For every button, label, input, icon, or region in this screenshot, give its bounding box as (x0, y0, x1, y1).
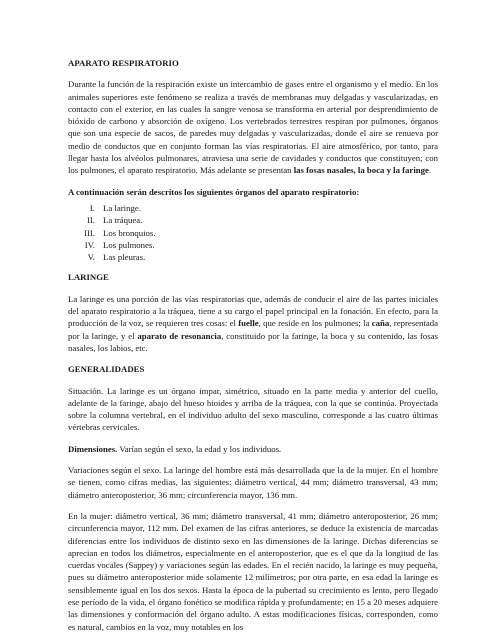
list-item-number: IV. (84, 239, 95, 250)
laringe-bold-cana: caña (371, 318, 390, 329)
generalidades-heading: GENERALIDADES (68, 364, 145, 375)
list-item (68, 227, 438, 239)
list-heading (68, 186, 438, 198)
dimensiones-label: Dimensiones. (68, 443, 118, 454)
list-item-number: V. (87, 252, 95, 263)
laringe-text-1: La laringe es una porción de las vías respiratorias que, además de conducir el aire de las partes iniciales del aparato respiratorio a la tráquea, tiene a su cargo el papel principal en la fonación. En efecto, para la producción de la voz, se requieren tres cosas: el (68, 293, 438, 329)
dimensiones-paragraph (68, 443, 438, 455)
intro-paragraph (68, 78, 438, 176)
organ-list (68, 202, 438, 263)
intro-end: . (428, 165, 432, 176)
list-item (68, 239, 438, 251)
laringe-bold-resonancia: aparato de resonancia (137, 330, 222, 341)
situacion-paragraph: Situación. La laringe es un órgano impar, simétrico, situado en la parte media y anterior del cuello, adelante de la faringe, abajo del hueso hioides y arriba de la tráquea, con la que se continúa. Proyectada sobre la columna vertebral, en el individuo adulto del sexo masculino, corresponde a las cuatro últimas vértebras cervicales. (68, 385, 438, 433)
list-item-label: Las pleuras. (103, 252, 146, 263)
list-item-label: Los bronquios. (103, 227, 156, 238)
list-item (68, 251, 438, 263)
laringe-text-2: , que reside en los pulmones; la (258, 318, 372, 329)
mujer-paragraph: En la mujer: diámetro vertical, 36 mm; diámetro transversal, 41 mm; diámetro anteroposterior, 26 mm; circunferencia mayor, 112 mm. Del examen de las cifras anteriores, se deduce la existencia de marcadas diferencias entre los individuos de distinto sexo en las dimensiones de la laringe. Dichas diferencias se aprecian en todos los diámetros, especialmente en el anteroposterior, que es el que da la longitud de las cuerdas vocales (Sappey) y variaciones según las edades. En el recién nacido, la laringe es muy pequeña, pues su diámetro anteroposterior mide solamente 12 milímetros; por otra parte, en esa edad la laringe es sensiblemente igual en los dos sexos. Hasta la época de la pubertad su crecimiento es lento, pero llegado ese período de la vida, el órgano fonético se modifica rápida y profundamente; en 15 a 20 meses adquiere las dimensiones y conformación del órgano adulto. A estas modificaciones físicas, corresponden, como es natural, cambios en la voz, muy notables en los (68, 510, 438, 632)
laringe-heading: LARINGE (68, 272, 109, 283)
list-item-number: III. (84, 227, 95, 238)
laringe-paragraph (68, 293, 438, 354)
intro-bold-text: las fosas nasales, la boca y la faringe (293, 165, 429, 176)
list-item (68, 202, 438, 214)
document-title: APARATO RESPIRATORIO (68, 58, 179, 68)
list-item-label: Los pulmones. (103, 239, 155, 250)
laringe-bold-fuelle: fuelle (238, 318, 259, 329)
laringe-text-4: , constituido por la faringe, la boca y su contenido, las fosas nasales, los labios, etc. (68, 330, 439, 353)
list-item-number: I. (89, 202, 95, 213)
list-item-label: La laringe. (103, 202, 141, 213)
list-item-number: II. (86, 215, 95, 226)
variaciones-paragraph: Variaciones según el sexo. La laringe del hombre está más desarrollada que la de la mujer. En el hombre se tienen, como cifras medias, las siguientes: diámetro vertical, 44 mm; diámetro transversal, 43 mm; diámetro anteroposterior, 36 mm; circunferencia mayor, 136 mm. (68, 465, 438, 500)
intro-text: Durante la función de la respiración existe un intercambio de gases entre el organismo y el medio. En los animales superiores este fenómeno se realiza a través de membranas muy delgadas y vascularizadas, en contacto con el exterior, en las cuales la sangre venosa se transforma en arterial por desprendimiento de bióxido de carbono y absorción de oxígeno. Los vertebrados terrestres respiran por pulmones, órganos que son una especie de sacos, de paredes muy delgadas y vascularizadas, donde el aire se renueva por medio de conductos que en conjunto forman las vías respiratorias. El aire atmosférico, por tanto, para llegar hasta los alvéolos pulmonares, atraviesa una serie de cavidades y conductos que constituyen; con los pulmones, el aparato respiratorio. Más adelante se presentan (68, 79, 438, 176)
list-item (68, 214, 438, 226)
list-heading-text: A continuación serán descritos los siguientes órganos del aparato respiratorio: (68, 186, 360, 197)
list-item-label: La tráquea. (103, 215, 143, 226)
laringe-text-3: , representada por la laringe, y el (68, 318, 438, 341)
dimensiones-text: Varían según el sexo, la edad y los individuos. (117, 443, 282, 454)
